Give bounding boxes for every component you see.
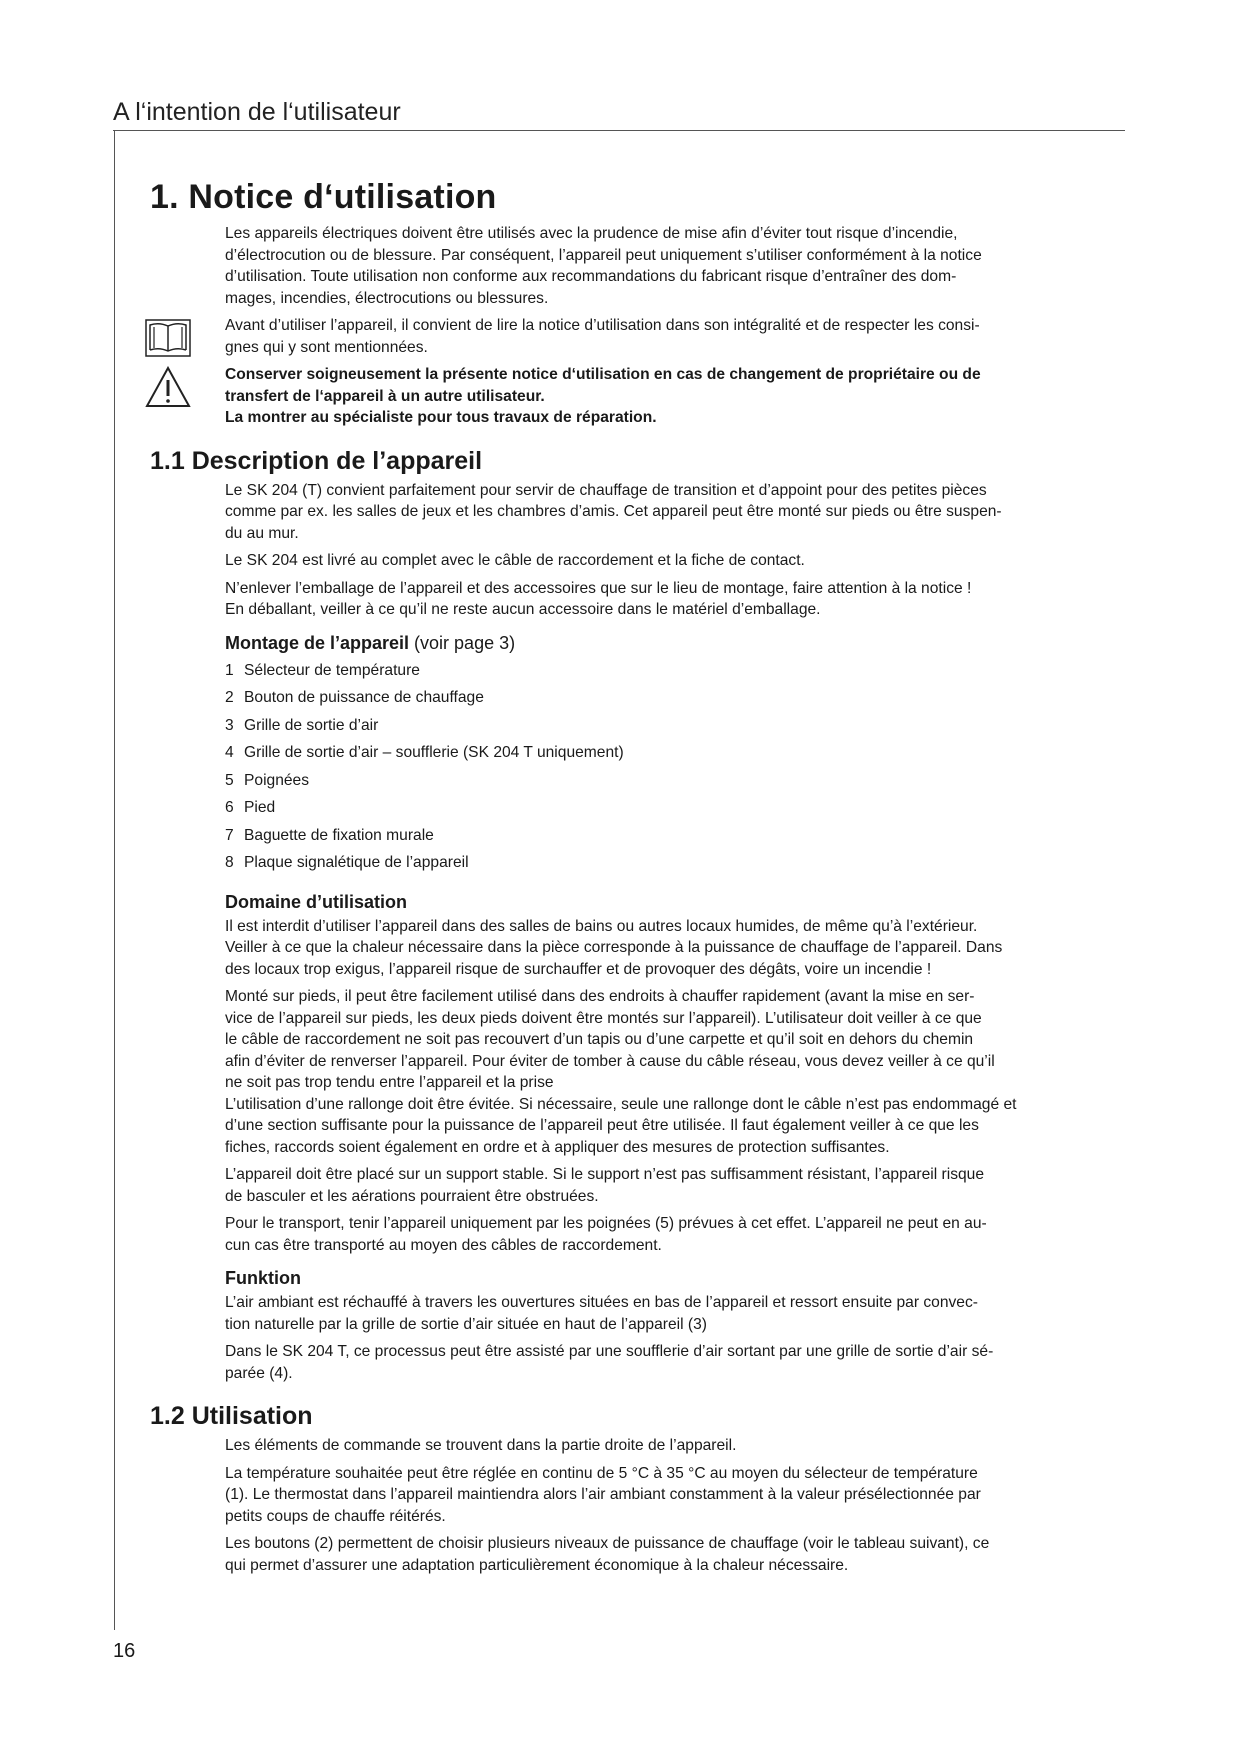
text-line: tion naturelle par la grille de sortie d’air située en haut de l’appareil (3) — [225, 1315, 707, 1333]
list-item-label: Poignées — [244, 771, 310, 789]
utilisation-paragraph-1 — [225, 1435, 1120, 1457]
subsection-title-funktion: Funktion — [225, 1268, 301, 1288]
list-item — [225, 797, 1130, 825]
text-line: L’appareil doit être placé sur un support stable. Si le support n’est pas suffisamment résistant, l’appareil risque — [225, 1166, 985, 1183]
list-item-number: 3 — [225, 716, 234, 734]
funktion-paragraph-2 — [225, 1341, 1120, 1384]
text-line: d’électrocution ou de blessure. Par conséquent, l’appareil peut uniquement s’utiliser conformément à la notice — [225, 246, 982, 264]
list-item-label: Grille de sortie d’air – soufflerie (SK 204 T uniquement) — [244, 744, 624, 761]
list-item-number: 2 — [225, 689, 234, 706]
warning-paragraph — [225, 364, 1120, 429]
text-line: L’utilisation d’une rallonge doit être évitée. Si nécessaire, seule une rallonge dont le câble n’est pas endommagé et — [225, 1095, 1017, 1113]
text-line: L’air ambiant est réchauffé à travers les ouvertures situées en bas de l’appareil et ressort ensuite par convec- — [225, 1294, 978, 1311]
list-item-number: 7 — [225, 826, 234, 844]
list-item — [225, 852, 1130, 880]
text-line: cun cas être transporté au moyen des câbles de raccordement. — [225, 1236, 662, 1254]
warning-block — [150, 364, 1130, 429]
domaine-paragraph-2 — [225, 986, 1120, 1158]
list-item — [225, 825, 1130, 853]
text-line: qui permet d’assurer une adaptation particulièrement économique à la chaleur nécessaire. — [225, 1556, 849, 1574]
text-line: Dans le SK 204 T, ce processus peut être assisté par une soufflerie d’air sortant par une grille de sortie d’air sé- — [225, 1343, 994, 1360]
description-paragraph-2 — [225, 550, 1120, 572]
text-line: Les boutons (2) permettent de choisir plusieurs niveaux de puissance de chauffage (voir le tableau suivant), ce — [225, 1535, 990, 1552]
utilisation-paragraph-2 — [225, 1463, 1120, 1528]
text-line: de basculer et les aérations pourraient être obstruées. — [225, 1187, 599, 1205]
text-line: Le SK 204 est livré au complet avec le câble de raccordement et la fiche de contact. — [225, 552, 805, 569]
section-title-notice: 1. Notice d‘utilisation — [150, 178, 497, 216]
list-item — [225, 687, 1130, 715]
domaine-paragraph-3 — [225, 1164, 1120, 1207]
text-line: comme par ex. les salles de jeux et les chambres d’amis. Cet appareil peut être monté sur pieds ou être suspen- — [225, 503, 1002, 520]
text-line: N’enlever l’emballage de l’appareil et des accessoires que sur le lieu de montage, faire attention à la notice ! — [225, 579, 972, 597]
text-line: fiches, raccords soient également en ordre et à appliquer des mesures de protection suffisantes. — [225, 1138, 890, 1156]
text-line: d’utilisation. Toute utilisation non conforme aux recommandations du fabricant risque d’entraîner des dom- — [225, 268, 957, 285]
parts-list — [225, 660, 1130, 880]
list-item — [225, 742, 1130, 770]
list-item-number: 8 — [225, 854, 234, 871]
text-line: le câble de raccordement ne soit pas recouvert d’un tapis ou d’une carpette et qu’il soit en dehors du chemin — [225, 1031, 974, 1048]
description-paragraph-1 — [225, 480, 1120, 545]
text-line: petits coups de chauffe réitérés. — [225, 1507, 446, 1525]
list-item-number: 1 — [225, 661, 234, 679]
montage-title: Montage de l’appareil — [225, 632, 410, 653]
section-title-utilisation: 1.2 Utilisation — [150, 1402, 313, 1430]
text-line: du au mur. — [225, 524, 299, 542]
text-line: mages, incendies, électrocutions ou blessures. — [225, 289, 549, 307]
list-item-number: 5 — [225, 771, 234, 789]
text-line: ne soit pas trop tendu entre l’appareil et la prise — [225, 1074, 554, 1091]
list-item-label: Plaque signalétique de l’appareil — [244, 854, 469, 871]
text-line: (1). Le thermostat dans l’appareil maintiendra alors l’air ambiant constamment à la valeur présélectionnée par — [225, 1486, 981, 1503]
list-item-number: 6 — [225, 799, 234, 816]
page-header-title: A l‘intention de l‘utilisateur — [113, 98, 401, 126]
header-divider — [113, 130, 1125, 131]
montage-page-note: (voir page 3) — [409, 632, 516, 653]
text-line: parée (4). — [225, 1364, 293, 1382]
book-icon — [145, 319, 191, 357]
list-item-label: Pied — [244, 799, 276, 816]
domaine-paragraph-1 — [225, 916, 1120, 981]
page-content — [150, 178, 1130, 1582]
list-item-label: Grille de sortie d’air — [244, 716, 379, 734]
list-item — [225, 715, 1130, 743]
list-item-label: Bouton de puissance de chauffage — [244, 689, 484, 706]
text-line: Conserver soigneusement la présente notice d‘utilisation en cas de changement de propriétaire ou de — [225, 366, 981, 383]
section-title-description: 1.1 Description de l’appareil — [150, 446, 483, 475]
list-item — [225, 660, 1130, 688]
text-line: Les éléments de commande se trouvent dans la partie droite de l’appareil. — [225, 1437, 737, 1454]
funktion-paragraph-1 — [225, 1292, 1120, 1335]
text-line: gnes qui y sont mentionnées. — [225, 338, 428, 356]
text-line: Pour le transport, tenir l’appareil uniquement par les poignées (5) prévues à cet effet. L’appareil ne peut en au- — [225, 1215, 987, 1232]
page-number: 16 — [113, 1640, 136, 1662]
text-line: Monté sur pieds, il peut être facilement utilisé dans des endroits à chauffer rapidement (avant la mise en ser- — [225, 988, 975, 1005]
read-notice-block — [150, 315, 1130, 358]
text-line: vice de l’appareil sur pieds, les deux pieds doivent être montés sur l’appareil). L’utilisateur doit veiller à ce que — [225, 1009, 982, 1027]
utilisation-paragraph-3 — [225, 1533, 1120, 1576]
list-item — [225, 770, 1130, 798]
text-line: Le SK 204 (T) convient parfaitement pour servir de chauffage de transition et d’appoint pour des petites pièces — [225, 481, 987, 499]
text-line: La montrer au spécialiste pour tous travaux de réparation. — [225, 409, 657, 426]
text-line: Les appareils électriques doivent être utilisés avec la prudence de mise afin d’éviter tout risque d’incendie, — [225, 225, 958, 242]
text-line: afin d’éviter de renverser l’appareil. Pour éviter de tomber à cause du câble réseau, vous devez veiller à ce qu’il — [225, 1052, 995, 1070]
subsection-title-montage — [225, 633, 1130, 654]
list-item-label: Sélecteur de température — [244, 661, 420, 679]
text-line: En déballant, veiller à ce qu’il ne reste aucun accessoire dans le matériel d’emballage. — [225, 601, 821, 618]
domaine-paragraph-4 — [225, 1213, 1120, 1256]
text-line: des locaux trop exigus, l’appareil risque de surchauffer et de provoquer des dégâts, voire un incendie ! — [225, 960, 932, 978]
subsection-title-domaine: Domaine d’utilisation — [225, 891, 408, 912]
text-line: La température souhaitée peut être réglée en continu de 5 °C à 35 °C au moyen du sélecteur de température — [225, 1464, 978, 1482]
list-item-number: 4 — [225, 744, 234, 761]
list-item-label: Baguette de fixation murale — [244, 826, 434, 844]
text-line: Avant d’utiliser l’appareil, il convient de lire la notice d’utilisation dans son intégralité et de respecter les consi- — [225, 317, 980, 334]
side-margin-rule — [114, 130, 115, 1630]
text-line: d’une section suffisante pour la puissance de l’appareil peut être utilisée. Il faut également veiller à ce que les — [225, 1117, 979, 1134]
warning-triangle-icon — [145, 366, 191, 408]
read-notice-paragraph — [225, 315, 1120, 358]
text-line: Il est interdit d’utiliser l’appareil dans des salles de bains ou autres locaux humides, de même qu’à l’extérieur. — [225, 917, 978, 935]
notice-intro-paragraph — [225, 223, 1120, 309]
description-paragraph-3 — [225, 578, 1120, 621]
text-line: transfert de l‘appareil à un autre utilisateur. — [225, 387, 545, 405]
text-line: Veiller à ce que la chaleur nécessaire dans la pièce corresponde à la puissance de chauffage de l’appareil. Dans — [225, 939, 1003, 956]
